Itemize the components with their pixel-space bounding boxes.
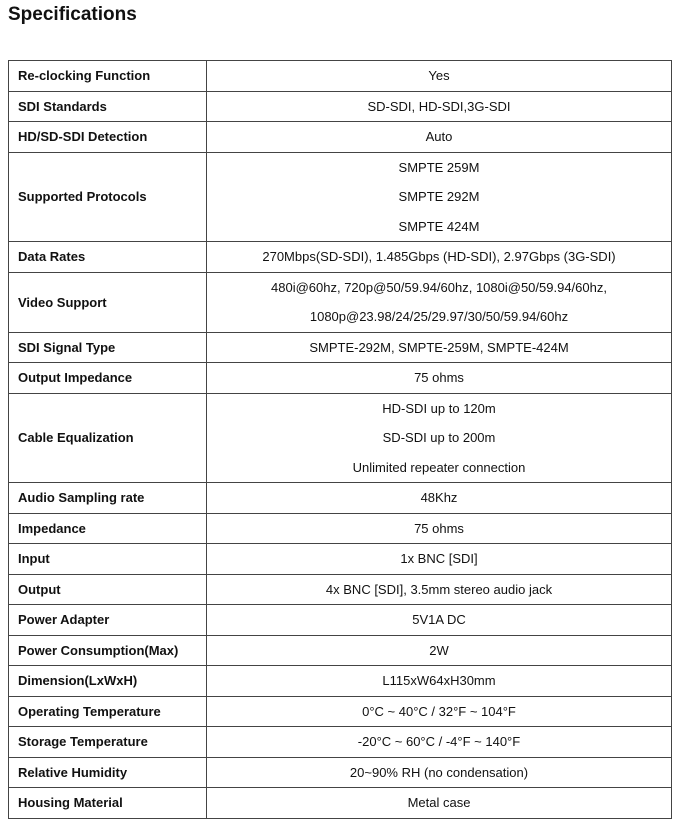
spec-label: Video Support: [9, 272, 207, 332]
spec-row: [9, 605, 672, 636]
spec-value: SMPTE 292M: [398, 189, 480, 204]
spec-row: [9, 393, 672, 483]
spec-label: Power Consumption(Max): [9, 635, 207, 666]
spec-value-cell: [207, 483, 672, 514]
spec-value: L115xW64xH30mm: [382, 673, 496, 688]
spec-value: 4x BNC [SDI], 3.5mm stereo audio jack: [325, 581, 553, 597]
spec-value: SMPTE 424M: [398, 218, 480, 234]
spec-row: [9, 152, 672, 242]
spec-row: [9, 363, 672, 394]
spec-label: Supported Protocols: [9, 152, 207, 242]
spec-label: Relative Humidity: [9, 757, 207, 788]
spec-value-cell: [207, 605, 672, 636]
spec-value: HD-SDI up to 120m: [382, 400, 496, 416]
spec-value: -20°C ~ 60°C / -4°F ~ 140°F: [357, 734, 521, 749]
spec-value: SMPTE 259M: [398, 159, 480, 175]
spec-value-cell: [207, 91, 672, 122]
spec-value: 1080p@23.98/24/25/29.97/30/50/59.94/60hz: [309, 309, 569, 324]
spec-value-cell: [207, 544, 672, 575]
spec-value-cell: [207, 757, 672, 788]
spec-row: [9, 61, 672, 92]
spec-label: SDI Standards: [9, 91, 207, 122]
spec-row: [9, 574, 672, 605]
spec-value-cell: [207, 788, 672, 819]
spec-value: SMPTE-292M, SMPTE-259M, SMPTE-424M: [309, 339, 569, 355]
spec-value: 75 ohms: [414, 520, 464, 536]
spec-label: Cable Equalization: [9, 393, 207, 483]
spec-value-cell: [207, 152, 672, 242]
spec-row: [9, 727, 672, 758]
spec-value: 20~90% RH (no condensation): [349, 764, 529, 780]
spec-row: [9, 696, 672, 727]
spec-label: Audio Sampling rate: [9, 483, 207, 514]
spec-value: Yes: [428, 68, 450, 83]
spec-value-cell: [207, 635, 672, 666]
spec-value: 48Khz: [420, 490, 458, 505]
spec-label: HD/SD-SDI Detection: [9, 122, 207, 153]
spec-label: Operating Temperature: [9, 696, 207, 727]
spec-value: SD-SDI up to 200m: [382, 430, 496, 445]
spec-value: 1x BNC [SDI]: [400, 551, 478, 566]
spec-row: [9, 483, 672, 514]
spec-value: 75 ohms: [414, 370, 464, 385]
specifications-table: [8, 60, 672, 819]
spec-value: Auto: [425, 129, 453, 144]
spec-value: Unlimited repeater connection: [352, 459, 526, 475]
spec-value-cell: [207, 666, 672, 697]
spec-value: Metal case: [407, 795, 471, 810]
spec-value: SD-SDI, HD-SDI,3G-SDI: [367, 98, 511, 114]
page-title: Specifications: [8, 4, 137, 25]
spec-row: [9, 788, 672, 819]
spec-value-cell: [207, 122, 672, 153]
spec-value-cell: [207, 272, 672, 332]
spec-value-cell: [207, 513, 672, 544]
spec-label: Input: [9, 544, 207, 575]
spec-label: Power Adapter: [9, 605, 207, 636]
spec-label: Data Rates: [9, 242, 207, 273]
spec-value: 5V1A DC: [412, 612, 466, 627]
spec-value-cell: [207, 574, 672, 605]
spec-label: Output Impedance: [9, 363, 207, 394]
spec-label: Output: [9, 574, 207, 605]
spec-value-cell: [207, 242, 672, 273]
spec-value-cell: [207, 727, 672, 758]
spec-value: 480i@60hz, 720p@50/59.94/60hz, 1080i@50/59.94/60hz,: [271, 279, 607, 295]
spec-row: [9, 513, 672, 544]
spec-row: [9, 332, 672, 363]
spec-label: Housing Material: [9, 788, 207, 819]
spec-label: Storage Temperature: [9, 727, 207, 758]
spec-row: [9, 122, 672, 153]
spec-row: [9, 91, 672, 122]
spec-row: [9, 666, 672, 697]
spec-value-cell: [207, 363, 672, 394]
spec-value-cell: [207, 61, 672, 92]
spec-value-cell: [207, 696, 672, 727]
spec-row: [9, 544, 672, 575]
spec-row: [9, 272, 672, 332]
specifications-table-body: [9, 61, 672, 819]
spec-value: 2W: [429, 642, 449, 658]
spec-label: SDI Signal Type: [9, 332, 207, 363]
spec-row: [9, 757, 672, 788]
spec-value: 0°C ~ 40°C / 32°F ~ 104°F: [362, 703, 516, 719]
spec-label: Re-clocking Function: [9, 61, 207, 92]
spec-row: [9, 242, 672, 273]
spec-value-cell: [207, 393, 672, 483]
spec-label: Dimension(LxWxH): [9, 666, 207, 697]
spec-value: 270Mbps(SD-SDI), 1.485Gbps (HD-SDI), 2.97Gbps (3G-SDI): [262, 249, 616, 264]
spec-row: [9, 635, 672, 666]
spec-label: Impedance: [9, 513, 207, 544]
spec-value-cell: [207, 332, 672, 363]
